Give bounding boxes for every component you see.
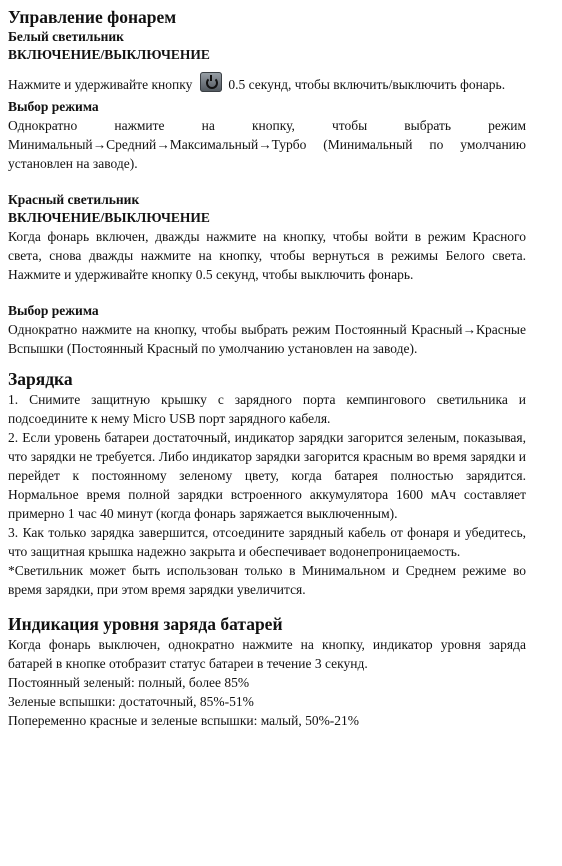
white-onoff-text-before: Нажмите и удерживайте кнопку <box>8 77 193 92</box>
charging-section-title: Зарядка <box>8 369 73 389</box>
battery-level-low: Попеременно красные и зеленые вспышки: малый, 50%-21% <box>8 713 360 728</box>
manual-page <box>8 6 526 730</box>
white-onoff-text <box>8 72 526 98</box>
white-onoff-title: ВКЛЮЧЕНИЕ/ВЫКЛЮЧЕНИЕ <box>8 47 210 62</box>
red-onoff-title: ВКЛЮЧЕНИЕ/ВЫКЛЮЧЕНИЕ <box>8 210 210 225</box>
battery-level-full: Постоянный зеленый: полный, более 85% <box>8 675 250 690</box>
red-onoff-text: Когда фонарь включен, дважды нажмите на кнопку, чтобы войти в режим Красного света, снова дважды нажмите на кнопку, чтобы вернуться в режимы Белого света. Нажмите и удерживайте кнопку 0.5 секунд, чтобы выключить фонарь. <box>8 229 526 282</box>
battery-section-title: Индикация уровня заряда батарей <box>8 614 283 634</box>
white-mode-title: Выбор режима <box>8 99 99 114</box>
flashlight-section-title: Управление фонарем <box>8 7 177 27</box>
battery-level-sufficient: Зеленые вспышки: достаточный, 85%-51% <box>8 694 254 709</box>
red-light-title: Красный светильник <box>8 192 140 207</box>
red-mode-text: Однократно нажмите на кнопку, чтобы выбрать режим Постоянный Красный→Красные Вспышки (Постоянный Красный по умолчанию установлен на заводе). <box>8 322 526 356</box>
charging-note: *Светильник может быть использован только в Минимальном и Среднем режиме во время зарядки, при этом время зарядки увеличится. <box>8 563 526 597</box>
power-button-icon <box>200 72 222 92</box>
white-onoff-text-after: 0.5 секунд, чтобы включить/выключить фонарь. <box>228 77 506 92</box>
battery-intro: Когда фонарь выключен, однократно нажмите на кнопку, индикатор уровня заряда батарей в кнопке отобразит статус батареи в течение 3 секунд. <box>8 637 526 671</box>
red-mode-title: Выбор режима <box>8 303 99 318</box>
white-mode-text: Однократно нажмите на кнопку, чтобы выбрать режим Минимальный→Средний→Максимальный→Турбо (Минимальный по умолчанию установлен на заводе). <box>8 118 526 171</box>
charging-step-2: 2. Если уровень батареи достаточный, индикатор зарядки загорится зеленым, показывая, что зарядки не требуется. Либо индикатор зарядки загорится красным во время зарядки и перейдет к постоянному зеленому цвету, когда батарея полностью зарядится. Нормальное время полной зарядки встроенного аккумулятора 1600 мАч составляет примерно 1 час 40 минут (когда фонарь заряжается выключенным). <box>8 430 526 521</box>
charging-step-1: 1. Снимите защитную крышку с зарядного порта кемпингового светильника и подсоедините к нему Micro USB порт зарядного кабеля. <box>8 392 526 426</box>
white-light-title: Белый светильник <box>8 29 124 44</box>
charging-step-3: 3. Как только зарядка завершится, отсоедините зарядный кабель от фонаря и убедитесь, что защитная крышка надежно закрыта и обеспечивает водонепроницаемость. <box>8 525 526 559</box>
